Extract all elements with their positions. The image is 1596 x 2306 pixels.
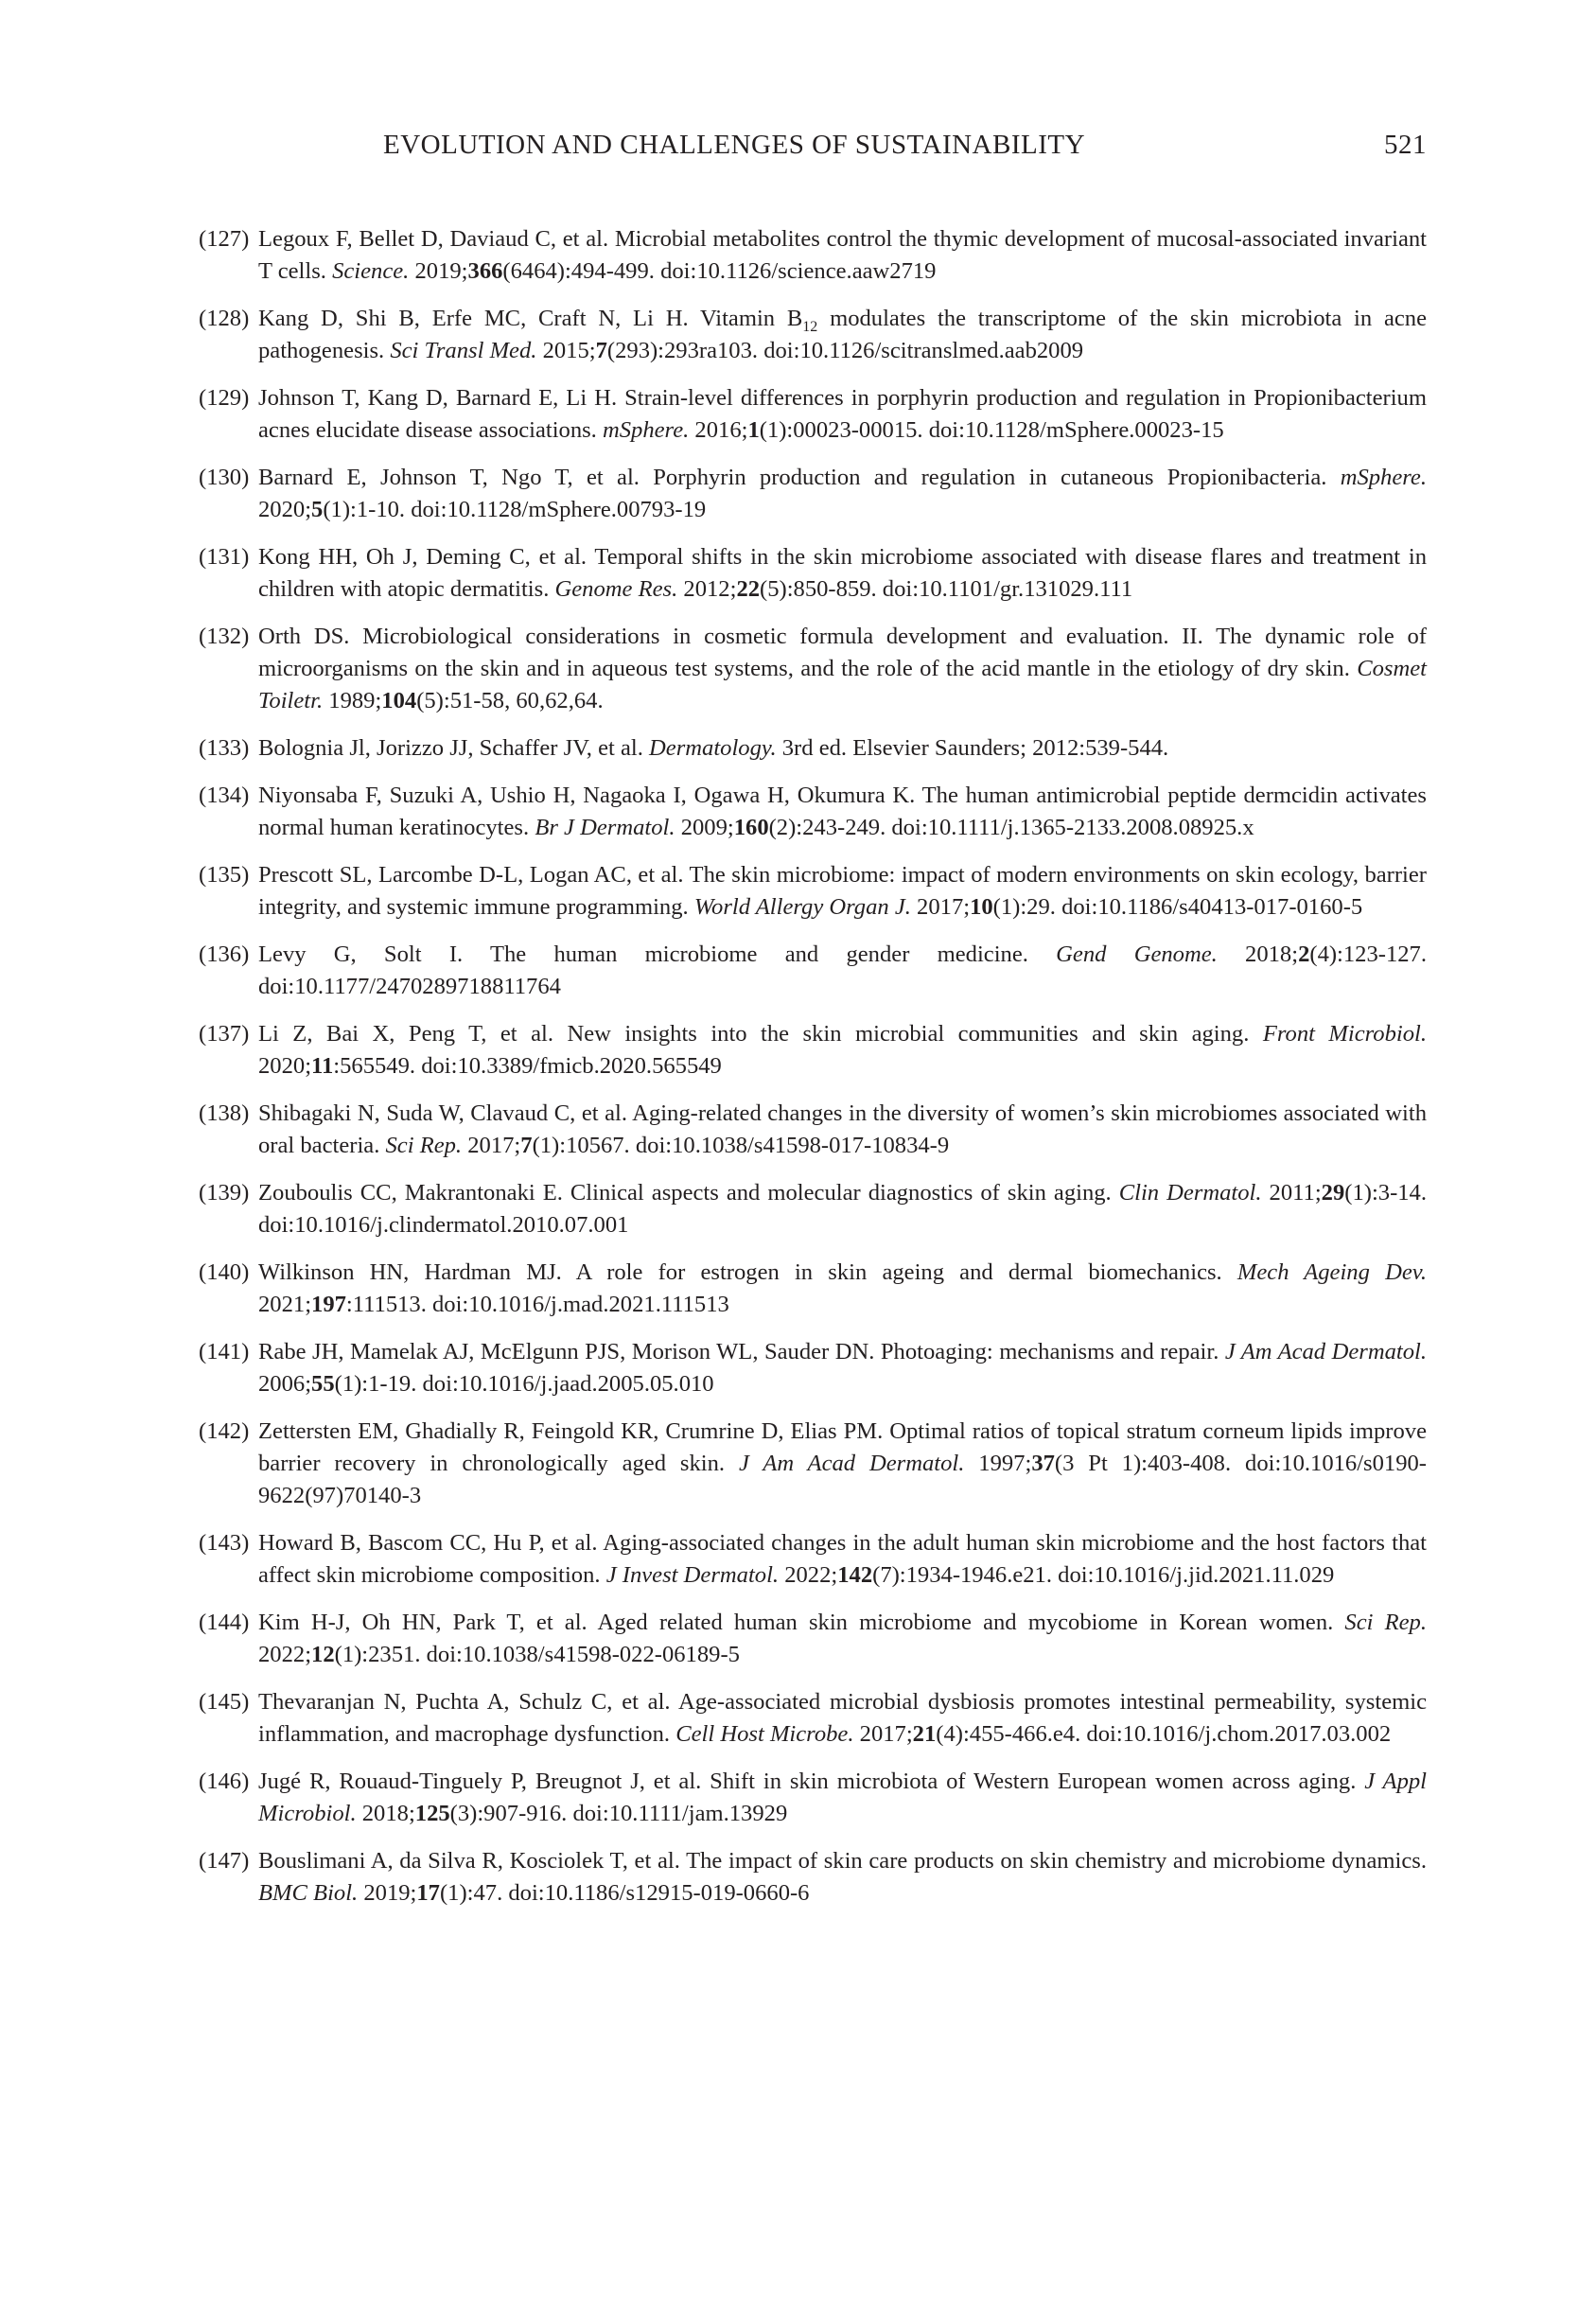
reference-year: 2017; <box>910 894 971 920</box>
reference-entry <box>199 1018 1427 1083</box>
reference-pages-doi: (6464):494-499. doi:10.1126/science.aaw2719 <box>502 258 937 284</box>
reference-entry <box>199 1098 1427 1162</box>
reference-year: 2009; <box>675 815 734 840</box>
reference-pages-doi: (1):47. doi:10.1186/s12915-019-0660-6 <box>439 1880 810 1906</box>
reference-entry <box>199 462 1427 526</box>
reference-volume: 17 <box>416 1880 440 1906</box>
reference-authors-title: Li Z, Bai X, Peng T, et al. New insights into the skin microbial communities and skin aging. <box>258 1021 1263 1047</box>
reference-year: 2016; <box>689 417 748 443</box>
reference-subscript: 12 <box>802 318 818 335</box>
reference-volume: 197 <box>311 1292 346 1317</box>
page-number: 521 <box>1384 130 1427 160</box>
reference-pages-doi: (7):1934-1946.e21. doi:10.1016/j.jid.2021.11.029 <box>872 1562 1335 1588</box>
reference-entry <box>199 1177 1427 1241</box>
reference-year: 2011; <box>1261 1180 1322 1206</box>
reference-entry <box>199 939 1427 1003</box>
reference-authors-title: Zettersten EM, Ghadially R, Feingold KR, Crumrine D, Elias PM. Optimal ratios of topical stratum corneum lipids improve barrier recovery in chronologically aged skin. <box>258 1418 1427 1476</box>
reference-journal: Sci Rep. <box>385 1133 463 1158</box>
reference-pages-doi: (1):10567. doi:10.1038/s41598-017-10834-9 <box>532 1133 950 1158</box>
reference-authors-title: Kim H-J, Oh HN, Park T, et al. Aged related human skin microbiome and mycobiome in Korean women. <box>258 1610 1345 1635</box>
reference-year: 2022; <box>779 1562 838 1588</box>
reference-year: 2019; <box>358 1880 417 1906</box>
reference-number: (128) <box>199 306 250 331</box>
reference-entry <box>199 1527 1427 1592</box>
reference-year: 2018; <box>356 1801 415 1826</box>
reference-year: 2015; <box>536 338 596 363</box>
reference-pages-doi: (1):1-10. doi:10.1128/mSphere.00793-19 <box>323 497 707 522</box>
reference-journal: BMC Biol. <box>258 1880 359 1906</box>
reference-authors-title: Bouslimani A, da Silva R, Kosciolek T, et al. The impact of skin care products on skin chemistry and microbiome dynamics. <box>258 1848 1427 1874</box>
reference-journal: Br J Dermatol. <box>535 815 675 840</box>
reference-entry <box>199 1766 1427 1830</box>
reference-journal: Sci Transl Med. <box>390 338 537 363</box>
running-head-title: EVOLUTION AND CHALLENGES OF SUSTAINABILITY <box>383 130 1086 160</box>
reference-entry <box>199 780 1427 844</box>
reference-entry <box>199 1416 1427 1512</box>
reference-pages-doi: (1):00023-00015. doi:10.1128/mSphere.00023-15 <box>759 417 1224 443</box>
reference-pages-doi: (1):2351. doi:10.1038/s41598-022-06189-5 <box>334 1642 740 1667</box>
reference-authors-title: Legoux F, Bellet D, Daviaud C, et al. Microbial metabolites control the thymic development of mucosal-associated invariant T cells. <box>258 226 1427 284</box>
reference-pages-doi: 3rd ed. Elsevier Saunders; 2012:539-544. <box>776 735 1169 761</box>
reference-pages-doi: (1):1-19. doi:10.1016/j.jaad.2005.05.010 <box>334 1371 714 1397</box>
reference-number: (141) <box>199 1339 250 1364</box>
reference-volume: 5 <box>311 497 324 522</box>
reference-pages-doi: :111513. doi:10.1016/j.mad.2021.111513 <box>345 1292 729 1317</box>
reference-entry <box>199 1336 1427 1400</box>
reference-entry <box>199 859 1427 924</box>
reference-authors-title: Zouboulis CC, Makrantonaki E. Clinical aspects and molecular diagnostics of skin aging. <box>258 1180 1119 1206</box>
reference-journal: Dermatology. <box>649 735 777 761</box>
reference-authors-title: Orth DS. Microbiological considerations in cosmetic formula development and evaluation. II. The dynamic role of microorganisms on the skin and in aqueous test systems, and the role of the acid mantle in the etiology of dry skin. <box>258 624 1427 681</box>
reference-volume: 22 <box>736 576 761 602</box>
reference-volume: 29 <box>1321 1180 1345 1206</box>
reference-number: (142) <box>199 1418 250 1444</box>
reference-journal: J Appl Microbiol. <box>258 1769 1428 1826</box>
reference-number: (145) <box>199 1689 250 1715</box>
reference-journal: J Am Acad Dermatol. <box>738 1451 965 1476</box>
reference-authors-title: Barnard E, Johnson T, Ngo T, et al. Porphyrin production and regulation in cutaneous Propionibacteria. <box>258 465 1341 490</box>
reference-year: 2017; <box>462 1133 521 1158</box>
reference-title-cont: modulates the transcriptome of the skin microbiota in acne pathogenesis. <box>258 306 1428 363</box>
reference-authors-title: Niyonsaba F, Suzuki A, Ushio H, Nagaoka I, Ogawa H, Okumura K. The human antimicrobial peptide dermcidin activates normal human keratinocytes. <box>258 783 1427 840</box>
reference-entry <box>199 1607 1427 1671</box>
reference-number: (134) <box>199 783 250 808</box>
reference-pages-doi: (1):29. doi:10.1186/s40413-017-0160-5 <box>992 894 1363 920</box>
reference-volume: 55 <box>311 1371 335 1397</box>
reference-pages-doi: :565549. doi:10.3389/fmicb.2020.565549 <box>333 1053 722 1079</box>
reference-year: 1989; <box>323 688 382 713</box>
reference-pages-doi: (1):3-14. doi:10.1016/j.clindermatol.2010.07.001 <box>258 1180 1428 1238</box>
reference-number: (140) <box>199 1259 250 1285</box>
reference-entry <box>199 621 1427 717</box>
reference-journal: Sci Rep. <box>1344 1610 1427 1635</box>
reference-authors-title: Kang D, Shi B, Erfe MC, Craft N, Li H. Vitamin B <box>258 306 803 331</box>
reference-pages-doi: (3):907-916. doi:10.1111/jam.13929 <box>449 1801 788 1826</box>
reference-number: (132) <box>199 624 250 649</box>
reference-authors-title: Johnson T, Kang D, Barnard E, Li H. Strain-level differences in porphyrin production and regulation in Propionibacterium acnes elucidate disease associations. <box>258 385 1427 443</box>
reference-entry <box>199 1257 1427 1321</box>
reference-authors-title: Howard B, Bascom CC, Hu P, et al. Aging-associated changes in the adult human skin microbiome and the host factors that affect skin microbiome composition. <box>258 1530 1427 1588</box>
reference-number: (135) <box>199 862 250 888</box>
reference-year: 2017; <box>853 1721 913 1747</box>
reference-volume: 21 <box>912 1721 937 1747</box>
reference-entry <box>199 1686 1427 1751</box>
reference-journal: Cosmet Toiletr. <box>258 656 1427 713</box>
reference-number: (144) <box>199 1610 250 1635</box>
reference-entry <box>199 541 1427 606</box>
reference-number: (136) <box>199 942 250 967</box>
reference-number: (138) <box>199 1100 250 1126</box>
reference-volume: 125 <box>414 1801 450 1826</box>
reference-entry <box>199 382 1427 447</box>
reference-journal: Front Microbiol. <box>1262 1021 1428 1047</box>
reference-volume: 37 <box>1031 1451 1055 1476</box>
reference-journal: Gend Genome. <box>1056 942 1218 967</box>
reference-volume: 12 <box>311 1642 335 1667</box>
reference-number: (130) <box>199 465 250 490</box>
reference-volume: 7 <box>520 1133 533 1158</box>
reference-pages-doi: (3 Pt 1):403-408. doi:10.1016/s0190-9622(97)70140-3 <box>258 1451 1427 1508</box>
reference-volume: 11 <box>311 1053 334 1079</box>
reference-pages-doi: (4):123-127. doi:10.1177/2470289718811764 <box>258 942 1428 999</box>
reference-pages-doi: (2):243-249. doi:10.1111/j.1365-2133.2008.08925.x <box>768 815 1254 840</box>
reference-journal: J Am Acad Dermatol. <box>1224 1339 1427 1364</box>
reference-entry <box>199 732 1427 765</box>
reference-journal: Clin Dermatol. <box>1118 1180 1262 1206</box>
reference-volume: 366 <box>467 258 503 284</box>
reference-number: (129) <box>199 385 250 411</box>
reference-journal: Genome Res. <box>554 576 678 602</box>
reference-journal: Mech Ageing Dev. <box>1236 1259 1427 1285</box>
reference-entry <box>199 1845 1427 1910</box>
reference-pages-doi: (4):455-466.e4. doi:10.1016/j.chom.2017.03.002 <box>936 1721 1392 1747</box>
reference-pages-doi: (5):850-859. doi:10.1101/gr.131029.111 <box>760 576 1133 602</box>
reference-year: 1997; <box>964 1451 1032 1476</box>
reference-journal: Cell Host Microbe. <box>675 1721 854 1747</box>
reference-year: 2020; <box>258 497 312 522</box>
reference-pages-doi: (5):51-58, 60,62,64. <box>416 688 604 713</box>
reference-number: (133) <box>199 735 250 761</box>
reference-volume: 2 <box>1298 942 1310 967</box>
reference-list <box>199 223 1427 1925</box>
reference-number: (147) <box>199 1848 250 1874</box>
reference-authors-title: Kong HH, Oh J, Deming C, et al. Temporal shifts in the skin microbiome associated with disease flares and treatment in children with atopic dermatitis. <box>258 544 1427 602</box>
reference-volume: 142 <box>837 1562 873 1588</box>
reference-number: (137) <box>199 1021 250 1047</box>
reference-volume: 7 <box>595 338 607 363</box>
reference-number: (143) <box>199 1530 250 1556</box>
reference-number: (131) <box>199 544 250 570</box>
reference-number: (146) <box>199 1769 250 1794</box>
reference-authors-title: Wilkinson HN, Hardman MJ. A role for estrogen in skin ageing and dermal biomechanics. <box>258 1259 1237 1285</box>
reference-year: 2006; <box>258 1371 312 1397</box>
reference-authors-title: Levy G, Solt I. The human microbiome and gender medicine. <box>258 942 1057 967</box>
reference-entry <box>199 223 1427 288</box>
reference-journal: J Invest Dermatol. <box>605 1562 780 1588</box>
reference-journal: Science. <box>332 258 410 284</box>
reference-volume: 104 <box>381 688 417 713</box>
reference-journal: mSphere. <box>1340 465 1427 490</box>
reference-volume: 10 <box>970 894 993 920</box>
reference-authors-title: Rabe JH, Mamelak AJ, McElgunn PJS, Morison WL, Sauder DN. Photoaging: mechanisms and repair. <box>258 1339 1225 1364</box>
reference-number: (139) <box>199 1180 250 1206</box>
reference-authors-title: Bolognia Jl, Jorizzo JJ, Schaffer JV, et al. <box>258 735 650 761</box>
reference-year: 2012; <box>677 576 737 602</box>
reference-authors-title: Shibagaki N, Suda W, Clavaud C, et al. Aging-related changes in the diversity of women’s skin microbiomes associated with oral bacteria. <box>258 1100 1427 1158</box>
reference-year: 2022; <box>258 1642 312 1667</box>
reference-entry <box>199 303 1427 367</box>
reference-volume: 160 <box>733 815 769 840</box>
reference-journal: World Allergy Organ J. <box>693 894 911 920</box>
reference-pages-doi: (293):293ra103. doi:10.1126/scitranslmed.aab2009 <box>606 338 1084 363</box>
reference-journal: mSphere. <box>602 417 690 443</box>
reference-authors-title: Thevaranjan N, Puchta A, Schulz C, et al. Age-associated microbial dysbiosis promotes intestinal permeability, systemic inflammation, and macrophage dysfunction. <box>258 1689 1427 1747</box>
reference-year: 2019; <box>409 258 468 284</box>
reference-year: 2021; <box>258 1292 312 1317</box>
reference-authors-title: Jugé R, Rouaud-Tinguely P, Breugnot J, et al. Shift in skin microbiota of Western European women across aging. <box>258 1769 1365 1794</box>
reference-year: 2018; <box>1217 942 1299 967</box>
reference-year: 2020; <box>258 1053 312 1079</box>
reference-authors-title: Prescott SL, Larcombe D-L, Logan AC, et al. The skin microbiome: impact of modern environments on skin ecology, barrier integrity, and systemic immune programming. <box>258 862 1427 920</box>
reference-number: (127) <box>199 226 250 252</box>
reference-volume: 1 <box>747 417 760 443</box>
